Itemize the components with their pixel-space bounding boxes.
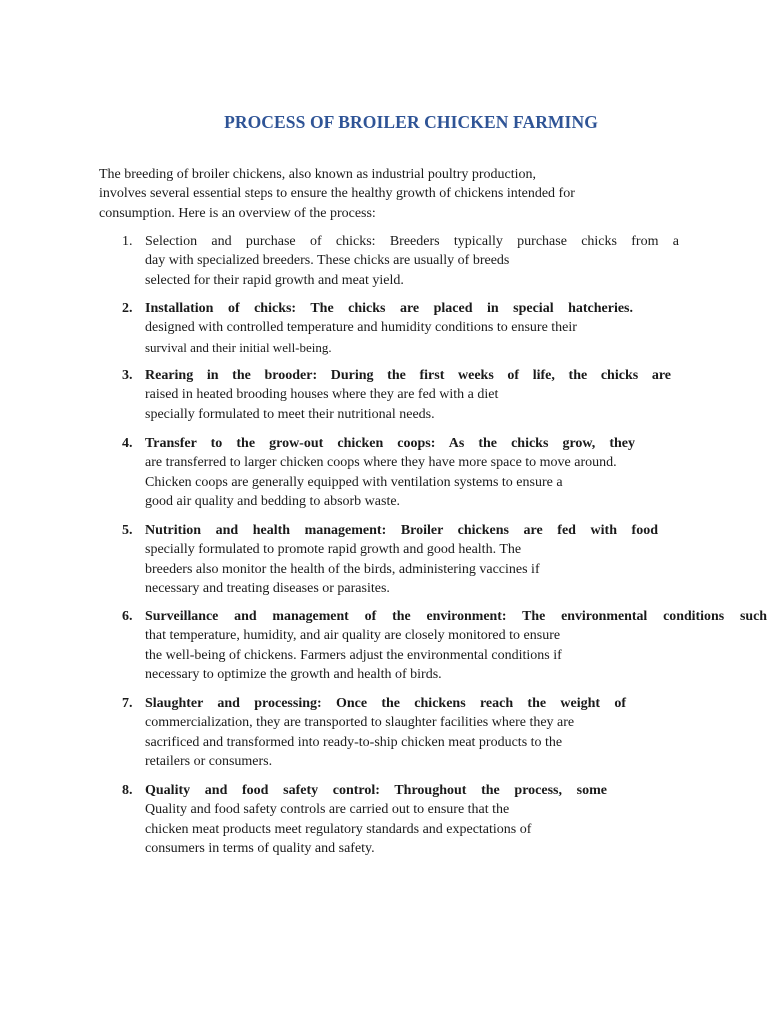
- item-line: chicken meat products meet regulatory standards and expectations of: [145, 821, 532, 837]
- item-line: breeders also monitor the health of the birds, administering vaccines if: [145, 561, 540, 577]
- intro-paragraph: [99, 165, 699, 223]
- document-title: PROCESS OF BROILER CHICKEN FARMING: [224, 112, 598, 132]
- item-continuation: [145, 713, 574, 771]
- item-first-line: Slaughter and processing: Once the chickens reach the weight of: [145, 696, 626, 711]
- item-number: 3.: [122, 368, 133, 383]
- item-line: Quality and food safety controls are carried out to ensure that the: [145, 802, 510, 818]
- item-number: 2.: [122, 301, 133, 316]
- item-line: survival and their initial well-being.: [145, 339, 332, 355]
- item-line: selected for their rapid growth and meat yield.: [145, 272, 404, 288]
- item-number: 4.: [122, 436, 133, 451]
- item-number: 1.: [122, 234, 133, 249]
- intro-line: The breeding of broiler chickens, also known as industrial poultry production,: [99, 167, 537, 182]
- intro-line: consumption. Here is an overview of the process:: [99, 205, 376, 221]
- item-line: retailers or consumers.: [145, 753, 273, 769]
- item-number: 8.: [122, 783, 133, 798]
- item-first-line: Selection and purchase of chicks: Breeders typically purchase chicks from a: [145, 234, 679, 249]
- item-continuation: [145, 385, 498, 424]
- item-line: that temperature, humidity, and air quality are closely monitored to ensure: [145, 628, 561, 644]
- item-line: good air quality and bedding to absorb waste.: [145, 493, 401, 509]
- item-line: Chicken coops are generally equipped with ventilation systems to ensure a: [145, 474, 563, 490]
- item-line: specially formulated to promote rapid growth and good health. The: [145, 542, 522, 558]
- item-first-line: Quality and food safety control: Throughout the process, some: [145, 783, 607, 798]
- item-first-line: Surveillance and management of the environment: The environmental conditions such: [145, 609, 767, 624]
- item-line: specially formulated to meet their nutritional needs.: [145, 406, 435, 422]
- item-continuation: [145, 626, 562, 684]
- item-number: 6.: [122, 609, 133, 624]
- item-line: the well-being of chickens. Farmers adjust the environmental conditions if: [145, 647, 562, 663]
- item-line: are transferred to larger chicken coops where they have more space to move around.: [145, 455, 617, 471]
- item-first-line: Rearing in the brooder: During the first weeks of life, the chicks are: [145, 368, 671, 383]
- item-continuation: [145, 318, 577, 357]
- item-continuation: [145, 540, 540, 598]
- item-continuation: [145, 251, 509, 290]
- item-line: sacrificed and transformed into ready-to-ship chicken meat products to the: [145, 734, 563, 750]
- intro-line: involves several essential steps to ensure the healthy growth of chickens intended for: [99, 186, 575, 202]
- item-number: 5.: [122, 523, 133, 538]
- item-line: necessary to optimize the growth and health of birds.: [145, 666, 442, 682]
- item-line: commercialization, they are transported to slaughter facilities where they are: [145, 715, 575, 731]
- item-continuation: [145, 800, 531, 858]
- item-line: day with specialized breeders. These chicks are usually of breeds: [145, 253, 510, 269]
- item-line: raised in heated brooding houses where they are fed with a diet: [145, 387, 499, 403]
- item-line: designed with controlled temperature and humidity conditions to ensure their: [145, 320, 577, 336]
- item-continuation: [145, 453, 617, 511]
- item-line: necessary and treating diseases or parasites.: [145, 580, 390, 596]
- item-first-line: Nutrition and health management: Broiler chickens are fed with food: [145, 523, 658, 538]
- item-number: 7.: [122, 696, 133, 711]
- item-line: consumers in terms of quality and safety.: [145, 840, 375, 856]
- item-first-line: Installation of chicks: The chicks are placed in special hatcheries.: [145, 301, 633, 316]
- item-first-line: Transfer to the grow-out chicken coops: As the chicks grow, they: [145, 436, 635, 451]
